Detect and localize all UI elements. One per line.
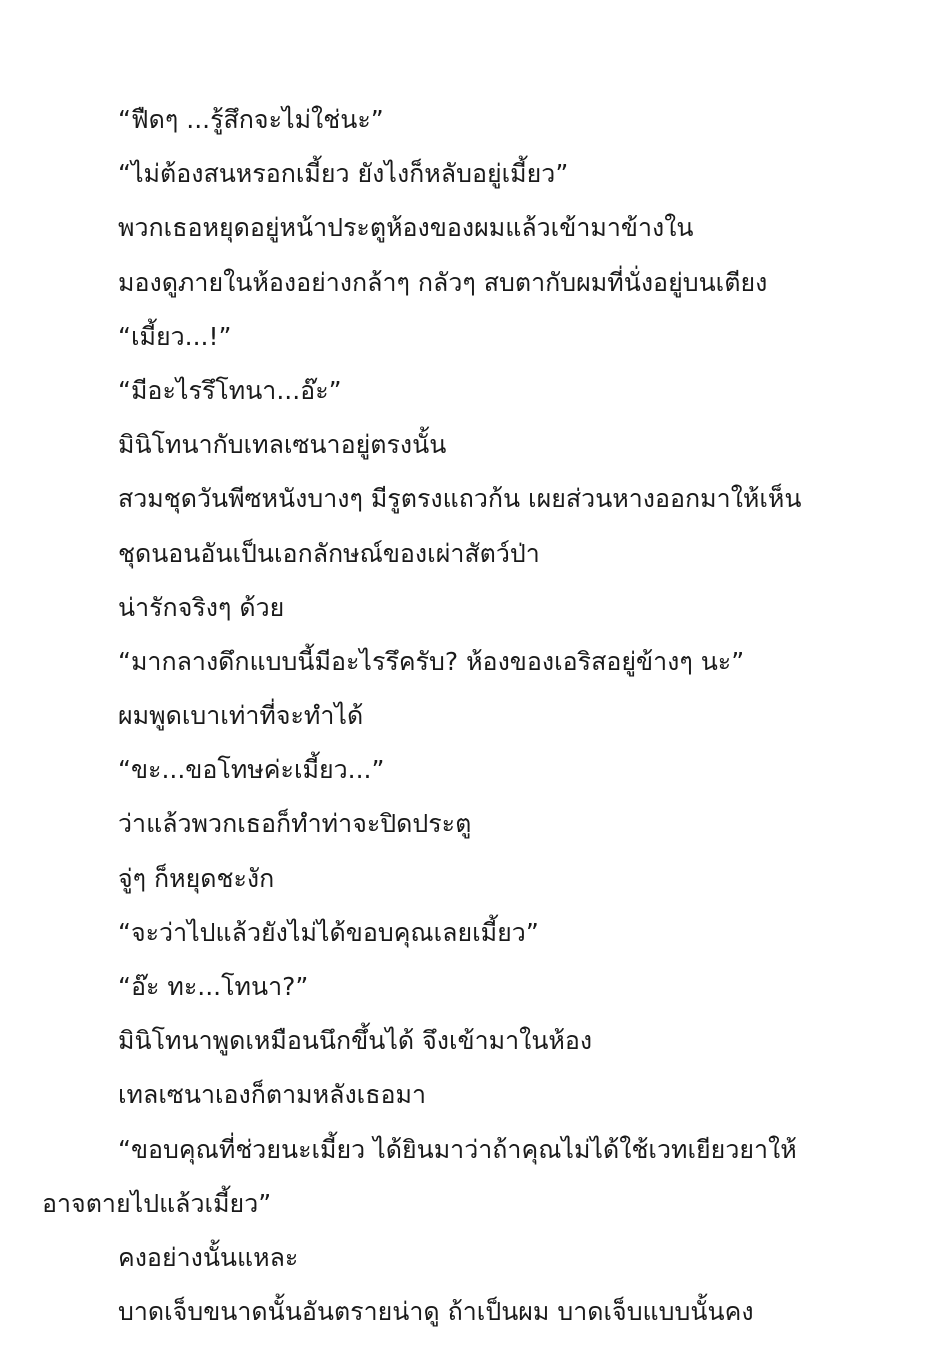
text-line: “มากลางดึกแบบนี้มีอะไรรึครับ? ห้องของเอริสอยู่ข้างๆ นะ” bbox=[118, 646, 745, 676]
text-line: สวมชุดวันพีซหนังบางๆ มีรูตรงแถวก้น เผยส่วนหางออกมาให้เห็น bbox=[118, 484, 802, 514]
text-line-continuation: อาจตายไปแล้วเมี้ยว” bbox=[42, 1188, 272, 1218]
text-line: มองดูภายในห้องอย่างกล้าๆ กลัวๆ สบตากับผมที่นั่งอยู่บนเตียง bbox=[118, 267, 768, 297]
text-line: จู่ๆ ก็หยุดชะงัก bbox=[118, 863, 275, 893]
text-line: “ขะ...ขอโทษค่ะเมี้ยว...” bbox=[118, 755, 385, 785]
text-line: คงอย่างนั้นแหละ bbox=[118, 1242, 299, 1272]
text-line: มินิโทนากับเทลเซนาอยู่ตรงนั้น bbox=[118, 430, 447, 460]
text-line: “จะว่าไปแล้วยังไม่ได้ขอบคุณเลยเมี้ยว” bbox=[118, 917, 539, 947]
text-line: พวกเธอหยุดอยู่หน้าประตูห้องของผมแล้วเข้ามาข้างใน bbox=[118, 213, 694, 243]
text-line: “มีอะไรรึโทนา...อ๊ะ” bbox=[118, 375, 342, 405]
text-line: “ฟืดๆ ...รู้สึกจะไม่ใช่นะ” bbox=[118, 105, 384, 134]
text-line: ผมพูดเบาเท่าที่จะทำได้ bbox=[118, 701, 364, 731]
text-line: เทลเซนาเองก็ตามหลังเธอมา bbox=[118, 1080, 426, 1110]
text-line: “ไม่ต้องสนหรอกเมี้ยว ยังไงก็หลับอยู่เมี้ยว” bbox=[118, 159, 569, 189]
text-line: น่ารักจริงๆ ด้วย bbox=[118, 592, 285, 622]
text-line: มินิโทนาพูดเหมือนนึกขึ้นได้ จึงเข้ามาในห้อง bbox=[118, 1026, 593, 1056]
text-line: บาดเจ็บขนาดนั้นอันตรายน่าดู ถ้าเป็นผม บาดเจ็บแบบนั้นคง bbox=[118, 1297, 754, 1327]
text-line: “เมี้ยว...!” bbox=[118, 321, 232, 351]
text-line: ชุดนอนอันเป็นเอกลักษณ์ของเผ่าสัตว์ป่า bbox=[118, 538, 540, 568]
text-line: “ขอบคุณที่ช่วยนะเมี้ยว ได้ยินมาว่าถ้าคุณไม่ได้ใช้เวทเยียวยาให้ bbox=[118, 1134, 797, 1164]
body-text bbox=[42, 98, 818, 1344]
text-line: ว่าแล้วพวกเธอก็ทำท่าจะปิดประตู bbox=[118, 809, 472, 839]
text-line: “อ๊ะ ทะ...โทนา?” bbox=[118, 972, 309, 1001]
